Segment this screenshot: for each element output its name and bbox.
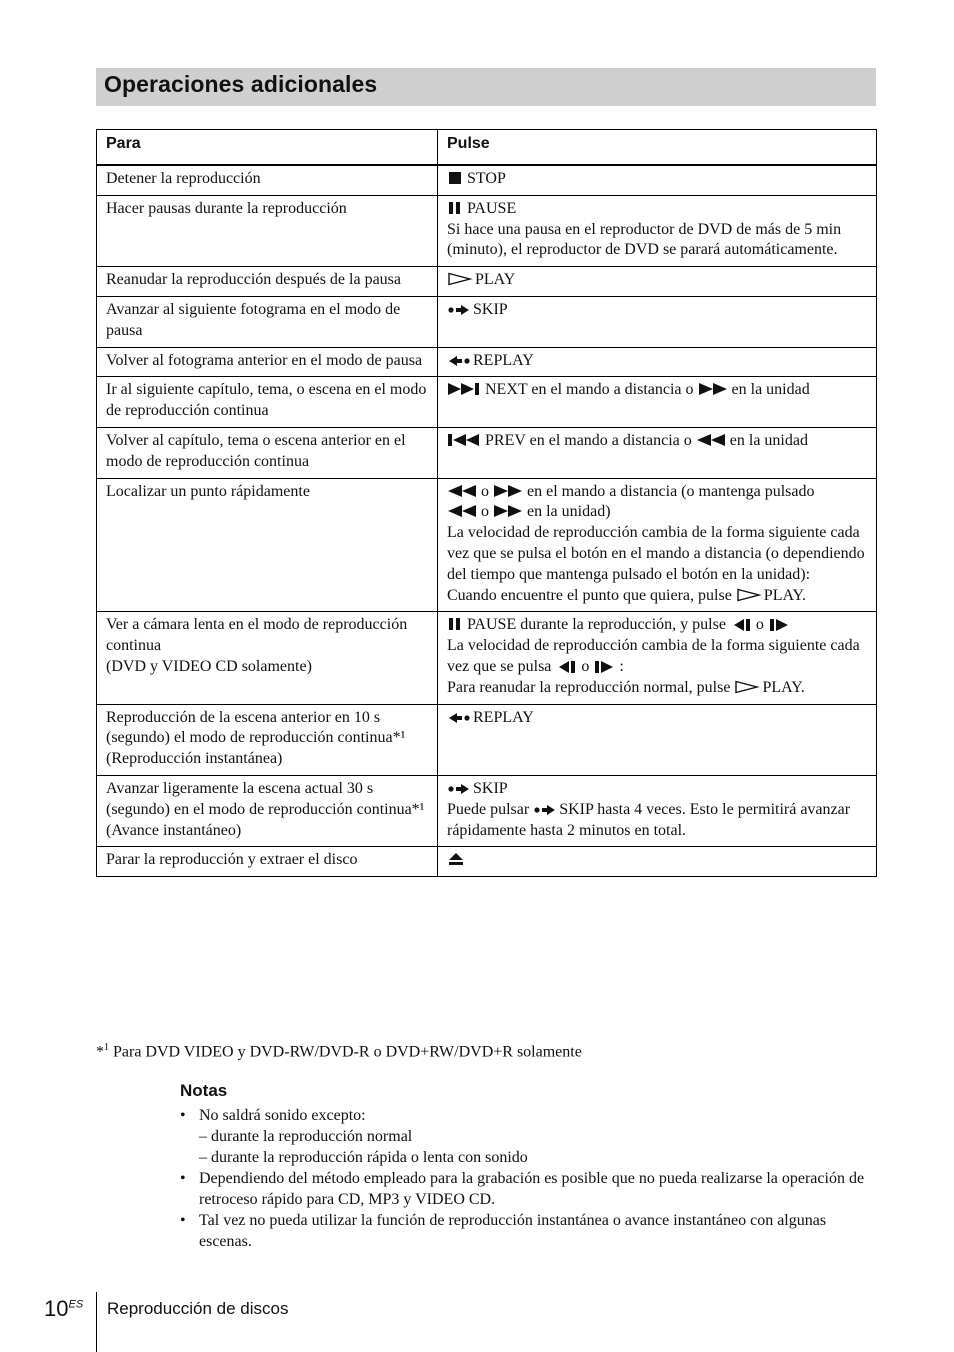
- note-text: Dependiendo del método empleado para la grabación es posible que no pueda realizarse la operación de retroceso rápido para CD, MP3 y VIDEO CD.: [199, 1170, 865, 1208]
- para-text: Reproducción de la escena anterior en 10 s (segundo) el modo de reproducción continua*¹ (Reproducción instantánea): [106, 708, 406, 768]
- rew-icon: [696, 433, 728, 447]
- page-title: Operaciones adicionales: [104, 71, 378, 97]
- table-row: [97, 267, 877, 297]
- pulse-text: Si hace una pausa en el reproductor de DVD de más de 5 min (minuto), el reproductor de DVD se parará automáticamente.: [447, 220, 842, 259]
- note-item: [180, 1105, 880, 1168]
- cell-para: [97, 775, 438, 846]
- footnote: [96, 1042, 582, 1061]
- pulse-line: [447, 380, 867, 401]
- pulse-line: [447, 502, 867, 523]
- note-subitem: – durante la reproducción rápida o lenta con sonido: [199, 1149, 528, 1166]
- slow-back-icon: [730, 617, 754, 631]
- play-icon: [447, 272, 473, 286]
- pulse-text: PLAY: [475, 271, 516, 289]
- cell-pulse: [438, 427, 877, 478]
- pulse-text: SKIP: [473, 779, 508, 797]
- page-language-suffix: ES: [68, 1298, 84, 1311]
- cell-pulse: [438, 847, 877, 877]
- page-number-value: 10: [44, 1296, 69, 1321]
- para-text: Parar la reproducción y extraer el disco: [106, 851, 358, 869]
- table-row: [97, 296, 877, 347]
- play-icon: [736, 588, 762, 602]
- pulse-line: [447, 431, 867, 452]
- pulse-text: PAUSE: [467, 199, 517, 217]
- note-text: No saldrá sonido excepto:: [199, 1107, 366, 1124]
- pulse-line: [447, 220, 867, 262]
- pulse-text: NEXT en el mando a distancia o: [485, 381, 694, 399]
- cell-pulse: [438, 612, 877, 704]
- para-text: Volver al capítulo, tema o escena anterior en el modo de reproducción continua: [106, 431, 406, 470]
- cell-para: [97, 296, 438, 347]
- table-row: [97, 847, 877, 877]
- para-text: Reanudar la reproducción después de la pausa: [106, 271, 401, 289]
- pulse-text: PAUSE durante la reproducción, y pulse: [467, 616, 726, 634]
- pulse-text: SKIP hasta 4 veces. Esto le permitirá avanzar rápidamente hasta 2 minutos en total.: [447, 800, 851, 839]
- note-subitem: – durante la reproducción normal: [199, 1128, 413, 1145]
- operations-table: [96, 129, 877, 877]
- ff-icon: [493, 484, 525, 498]
- ff-icon: [698, 382, 730, 396]
- ff-icon: [493, 504, 525, 518]
- cell-pulse: [438, 704, 877, 775]
- para-text: Detener la reproducción: [106, 170, 261, 187]
- table-row: [97, 347, 877, 377]
- pulse-line: [447, 523, 867, 585]
- pulse-text: REPLAY: [473, 351, 534, 369]
- pulse-text: PREV en el mando a distancia o: [485, 431, 692, 449]
- table-row: [97, 704, 877, 775]
- pulse-text: en el mando a distancia (o mantenga pulsado: [527, 482, 815, 500]
- cell-para: [97, 347, 438, 377]
- notes-section: [180, 1080, 880, 1252]
- pulse-line: [447, 351, 867, 372]
- pulse-text: o: [481, 482, 489, 500]
- pulse-text: REPLAY: [473, 708, 534, 726]
- column-header-pulse: Pulse: [438, 130, 877, 166]
- cell-pulse: [438, 347, 877, 377]
- cell-pulse: [438, 478, 877, 612]
- footer-section-label: Reproducción de discos: [107, 1299, 289, 1318]
- para-text: Hacer pausas durante la reproducción: [106, 199, 347, 217]
- cell-para: [97, 165, 438, 195]
- table-row: [97, 612, 877, 704]
- pulse-line: [447, 169, 867, 190]
- note-item: [180, 1168, 880, 1210]
- pulse-text: o: [581, 657, 590, 675]
- cell-para: [97, 478, 438, 612]
- para-text: Avanzar ligeramente la escena actual 30 s (segundo) en el modo de reproducción continua*¹ (Avance instantáneo): [106, 779, 425, 839]
- cell-para: [97, 195, 438, 266]
- pulse-text: PLAY.: [762, 678, 805, 696]
- pulse-line: [447, 800, 867, 842]
- table-row: [97, 427, 877, 478]
- para-text: Ver a cámara lenta en el modo de reproducción continua: [106, 616, 408, 655]
- skip-icon: [533, 802, 557, 816]
- cell-pulse: [438, 195, 877, 266]
- replay-icon: [447, 353, 471, 367]
- table-row: [97, 377, 877, 428]
- note-item: [180, 1210, 880, 1252]
- pulse-line: [447, 199, 867, 220]
- pulse-text: PLAY.: [763, 586, 807, 604]
- para-text: Ir al siguiente capítulo, tema, o escena en el modo de reproducción continua: [106, 381, 427, 420]
- pulse-text: Para reanudar la reproducción normal, pulse: [447, 678, 731, 696]
- cell-pulse: [438, 267, 877, 297]
- cell-pulse: [438, 377, 877, 428]
- note-text: Tal vez no pueda utilizar la función de reproducción instantánea o avance instantáneo con algunas escenas.: [199, 1212, 827, 1250]
- footnote-text: Para DVD VIDEO y DVD-RW/DVD-R o DVD+RW/DVD+R solamente: [113, 1043, 582, 1061]
- slow-back-icon: [555, 659, 579, 673]
- pulse-text: STOP: [467, 170, 506, 187]
- pause-icon: [447, 201, 465, 215]
- pulse-line: [447, 270, 867, 291]
- footer-divider: [96, 1292, 97, 1352]
- cell-para: [97, 377, 438, 428]
- pulse-line: [447, 708, 867, 729]
- footnote-number: 1: [104, 1042, 109, 1053]
- pulse-text: o: [755, 616, 764, 634]
- table-row: [97, 195, 877, 266]
- pulse-line: [447, 300, 867, 321]
- eject-icon: [447, 852, 465, 866]
- pulse-line: [447, 615, 867, 636]
- pulse-line: [447, 850, 867, 871]
- slow-fwd-icon: [593, 659, 617, 673]
- pulse-text: La velocidad de reproducción cambia de la forma siguiente cada vez que se pulsa el botón en el mando a distancia (o dependiendo del tiempo que mantenga pulsado el botón en la unidad):: [447, 524, 865, 583]
- rew-icon: [447, 504, 479, 518]
- para-text: Volver al fotograma anterior en el modo de pausa: [106, 351, 423, 369]
- table-row: [97, 478, 877, 612]
- page-number: [44, 1296, 83, 1322]
- pulse-text: o: [481, 503, 489, 521]
- column-header-para: Para: [97, 130, 438, 166]
- pulse-line: [447, 482, 867, 503]
- footnote-marker: *: [96, 1043, 104, 1061]
- notes-list: [180, 1105, 880, 1252]
- pulse-text: en la unidad: [731, 381, 810, 399]
- pulse-text: SKIP: [473, 300, 508, 318]
- pulse-line: [447, 636, 867, 678]
- stop-icon: [447, 171, 465, 185]
- table-row: [97, 775, 877, 846]
- next-icon: [447, 382, 483, 396]
- cell-pulse: [438, 296, 877, 347]
- cell-pulse: [438, 165, 877, 195]
- para-text: Localizar un punto rápidamente: [106, 482, 310, 500]
- pulse-text: en la unidad): [527, 503, 611, 521]
- cell-para: [97, 847, 438, 877]
- pulse-text: :: [619, 657, 624, 675]
- table-row: [97, 165, 877, 195]
- pause-icon: [447, 617, 465, 631]
- prev-icon: [447, 433, 483, 447]
- cell-pulse: [438, 775, 877, 846]
- pulse-text: Cuando encuentre el punto que quiera, pulse: [447, 586, 732, 604]
- cell-para: [97, 427, 438, 478]
- para-text: Avanzar al siguiente fotograma en el modo de pausa: [106, 300, 401, 339]
- cell-para: [97, 612, 438, 704]
- section-title-bar: [96, 68, 876, 106]
- para-text: (DVD y VIDEO CD solamente): [106, 657, 312, 675]
- pulse-text: en la unidad: [729, 431, 808, 449]
- slow-fwd-icon: [768, 617, 792, 631]
- pulse-line: [447, 779, 867, 800]
- cell-para: [97, 704, 438, 775]
- notes-heading: Notas: [180, 1081, 228, 1100]
- pulse-line: [447, 586, 867, 607]
- pulse-line: [447, 678, 867, 699]
- pulse-text: La velocidad de reproducción cambia de la forma siguiente cada vez que se pulsa: [447, 637, 860, 675]
- skip-icon: [447, 302, 471, 316]
- pulse-text: Puede pulsar: [447, 800, 530, 818]
- skip-icon: [447, 781, 471, 795]
- rew-icon: [447, 484, 479, 498]
- play-icon: [734, 680, 760, 694]
- replay-icon: [447, 710, 471, 724]
- table-header-row: [97, 130, 877, 166]
- cell-para: [97, 267, 438, 297]
